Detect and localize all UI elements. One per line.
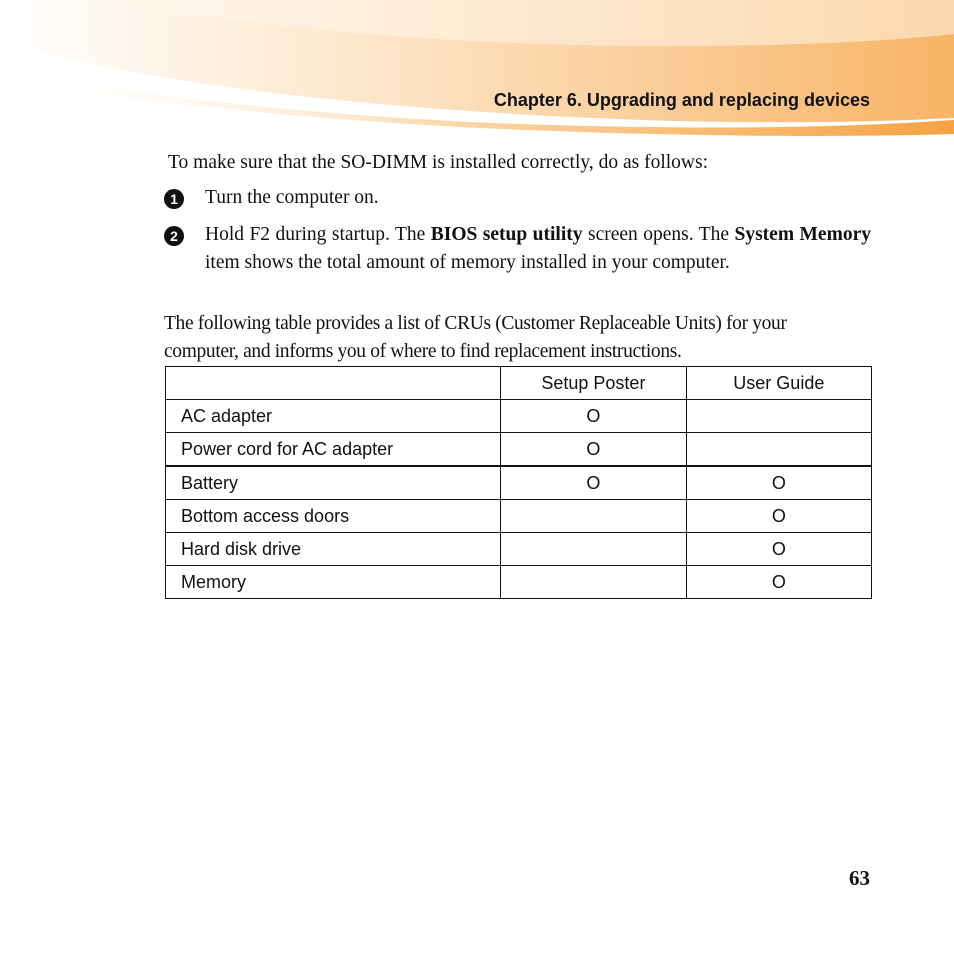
- header-decoration: [0, 0, 954, 140]
- step-number-badge: 2: [164, 226, 184, 246]
- intro-text: To make sure that the SO-DIMM is installed correctly, do as follows:: [168, 152, 709, 173]
- table-row: [166, 400, 872, 433]
- table-header-row: [166, 367, 872, 400]
- table-cell: [501, 566, 686, 599]
- table-cell: O: [686, 533, 871, 566]
- step-2: [164, 221, 871, 277]
- table-row: [166, 500, 872, 533]
- table-cell: [686, 433, 871, 467]
- table-cell: Memory: [166, 566, 501, 599]
- table-cell: O: [501, 466, 686, 500]
- table-cell: [501, 533, 686, 566]
- table-cell: O: [686, 466, 871, 500]
- cru-description-paragraph: The following table provides a list of CRUs (Customer Replaceable Units) for your computer, and informs you of where to find replacement instructions.: [164, 313, 787, 362]
- step-text-part: item shows the total amount of memory installed in your computer.: [205, 252, 730, 273]
- column-header: [166, 367, 501, 400]
- cru-table: [165, 366, 872, 599]
- header-swoosh-graphic: [0, 0, 954, 140]
- table-cell: [501, 500, 686, 533]
- table-row: [166, 533, 872, 566]
- bios-setup-utility-term: BIOS setup utility: [430, 224, 583, 245]
- table-row: [166, 466, 872, 500]
- table-row: [166, 566, 872, 599]
- table-cell: AC adapter: [166, 400, 501, 433]
- table-cell: Battery: [166, 466, 501, 500]
- step-text-part: Hold F2 during startup. The: [205, 224, 431, 245]
- step-text: Turn the computer on.: [205, 187, 379, 208]
- step-1: [164, 184, 871, 212]
- page-number: 63: [849, 866, 870, 890]
- system-memory-term: System Memory: [734, 224, 871, 245]
- chapter-title: Chapter 6. Upgrading and replacing devices: [493, 90, 870, 110]
- column-header: User Guide: [686, 367, 871, 400]
- table-cell: Hard disk drive: [166, 533, 501, 566]
- table-row: [166, 433, 872, 467]
- table-cell: O: [686, 566, 871, 599]
- table-cell: O: [686, 500, 871, 533]
- step-text-part: screen opens. The: [582, 224, 735, 245]
- table-cell: O: [501, 400, 686, 433]
- table-cell: [686, 400, 871, 433]
- table-cell: Bottom access doors: [166, 500, 501, 533]
- step-text: [205, 221, 871, 277]
- table-cell: O: [501, 433, 686, 467]
- step-number-badge: 1: [164, 189, 184, 209]
- table-cell: Power cord for AC adapter: [166, 433, 501, 467]
- column-header: Setup Poster: [501, 367, 686, 400]
